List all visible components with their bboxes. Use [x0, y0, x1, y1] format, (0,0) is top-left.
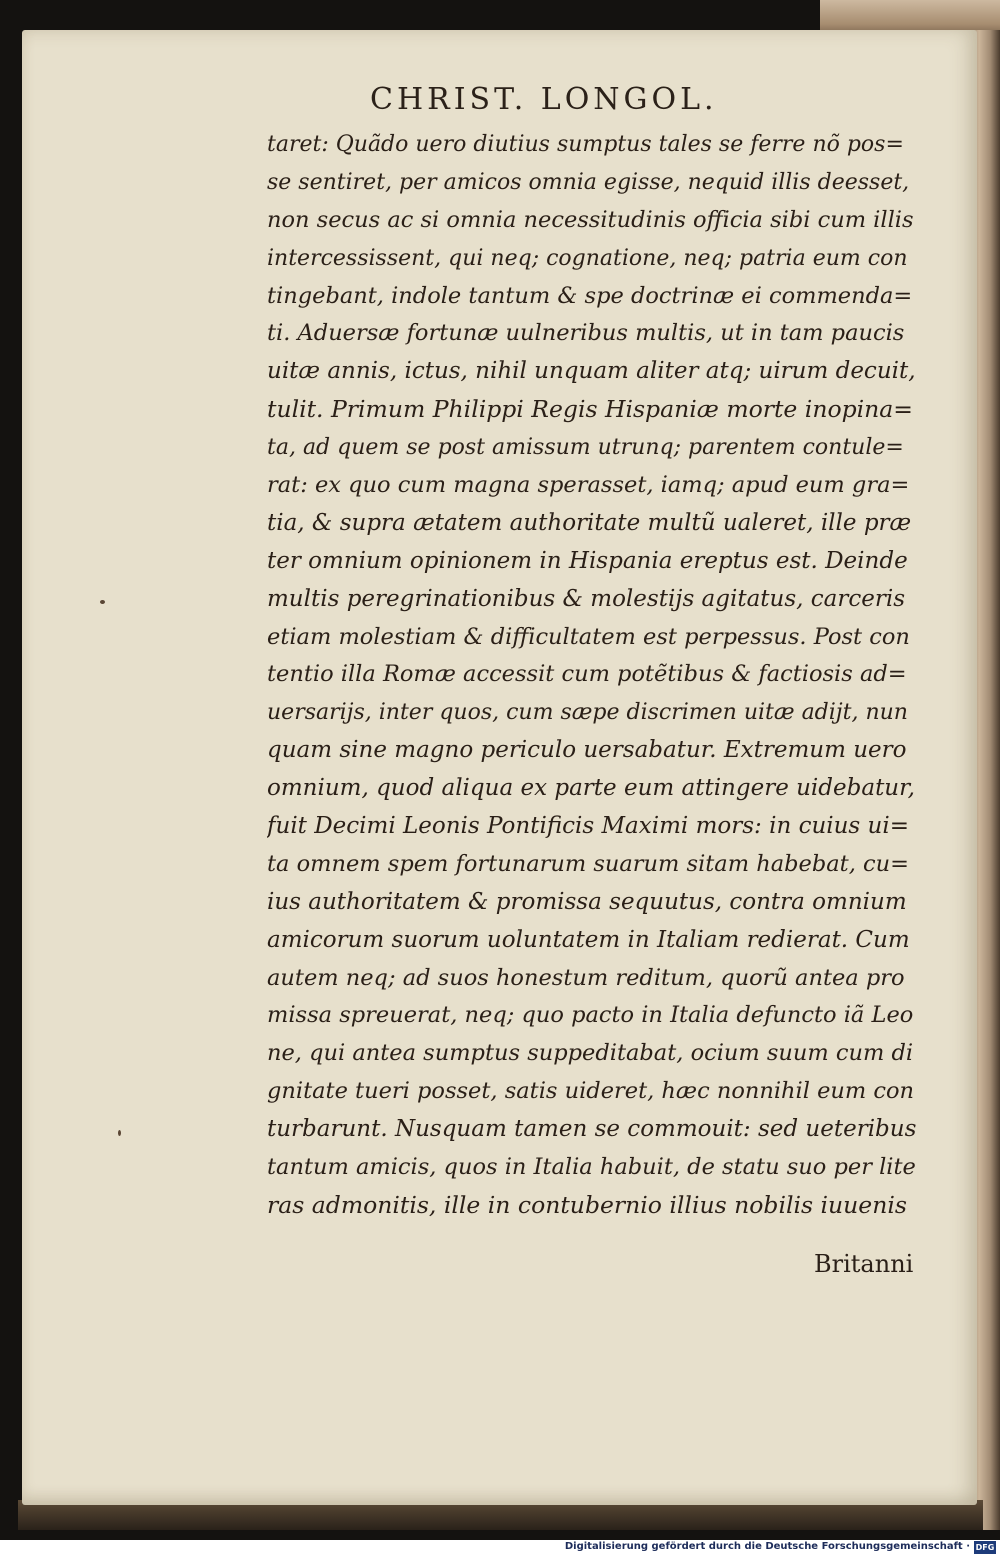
text-line: multis peregrinationibus & molestijs agitatus, carceris [267, 585, 906, 612]
text-line: ta, ad quem se post amissum utrunq; parentem contule= [267, 435, 904, 461]
text-line: ne, qui antea sumptus suppeditabat, ocium suum cum di [267, 1040, 914, 1067]
paper-speck [118, 1130, 121, 1136]
digitization-footer [0, 1540, 1000, 1556]
text-line: ta omnem spem fortunarum suarum sitam habebat, cu= [267, 850, 909, 877]
text-line: fuit Decimi Leonis Pontificis Maximi mors: in cuius ui= [267, 813, 909, 840]
text-line: ti. Aduersæ fortunæ uulneribus multis, ut in tam paucis [267, 320, 905, 347]
text-line: missa spreuerat, neq; quo pacto in Italia defuncto iã Leo [267, 1002, 914, 1029]
text-line: ter omnium opinionem in Hispania ereptus est. Deinde [267, 547, 908, 574]
text-line: se sentiret, per amicos omnia egisse, nequid illis deesset, [267, 169, 910, 195]
text-line: tingebant, indole tantum & spe doctrinæ ei commenda= [267, 282, 913, 309]
paper-speck [100, 600, 105, 604]
text-line: quam sine magno periculo uersabatur. Extremum uero [267, 737, 907, 764]
text-line: intercessissent, qui neq; cognatione, neq; patria eum con [267, 245, 908, 271]
text-line: tulit. Primum Philippi Regis Hispaniæ morte inopina= [267, 395, 913, 424]
footer-credit: Digitalisierung gefördert durch die Deutsche Forschungsgemeinschaft · [564, 1541, 970, 1552]
text-line: turbarunt. Nusquam tamen se commouit: sed ueteribus [267, 1116, 917, 1143]
text-line: ius authoritatem & promissa sequutus, contra omnium [267, 888, 907, 915]
text-line: ras admonitis, ille in contubernio illius nobilis iuuenis [267, 1190, 907, 1219]
text-line: uersarijs, inter quos, cum sæpe discrimen uitæ adijt, nun [267, 700, 908, 726]
body-text [267, 126, 917, 1225]
text-line: gnitate tueri posset, satis uideret, hæc nonnihil eum con [267, 1078, 915, 1105]
text-line: etiam molestiam & difficultatem est perpessus. Post con [267, 623, 910, 650]
text-line: uitæ annis, ictus, nihil unquam aliter atq; uirum decuit, [267, 358, 916, 385]
text-line: amicorum suorum uoluntatem in Italiam redierat. Cum [267, 926, 910, 953]
catchword: Britanni [814, 1250, 914, 1278]
running-head: CHRIST. LONGOL. [370, 82, 718, 117]
dfg-logo: DFG [975, 1543, 995, 1552]
text-line: taret: Quãdo uero diutius sumptus tales se ferre nõ pos= [267, 132, 904, 157]
text-line: non secus ac si omnia necessitudinis officia sibi cum illis [267, 206, 914, 233]
text-line: tantum amicis, quos in Italia habuit, de statu suo per lite [267, 1154, 916, 1181]
text-line: omnium, quod aliqua ex parte eum attingere uidebatur, [267, 775, 915, 802]
text-line: tentio illa Romæ accessit cum potẽtibus & factiosis ad= [267, 661, 907, 688]
text-line: rat: ex quo cum magna sperasset, iamq; apud eum gra= [267, 472, 910, 499]
text-line: autem neq; ad suos honestum reditum, quorũ antea pro [267, 964, 905, 991]
text-line: tia, & supra ætatem authoritate multũ ualeret, ille præ [267, 509, 912, 536]
